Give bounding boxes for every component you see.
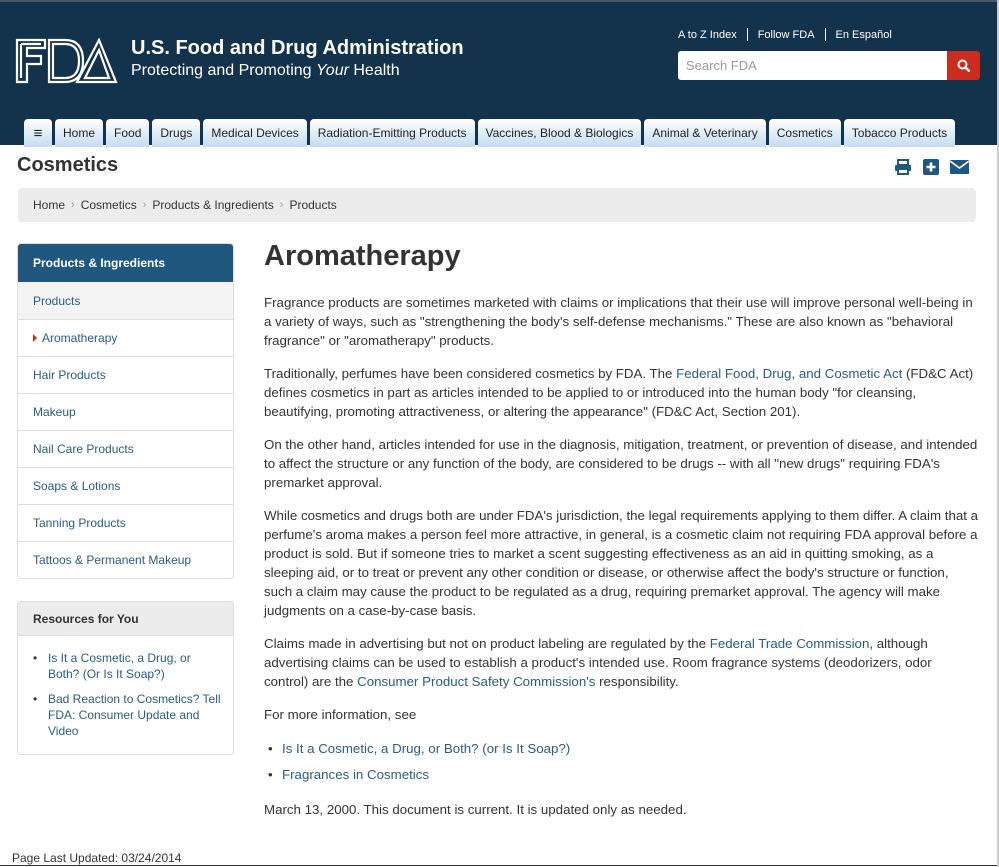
tab-food[interactable]: Food (106, 119, 149, 147)
more-link-fragrances[interactable]: Fragrances in Cosmetics (282, 767, 430, 782)
resources-panel (17, 601, 234, 755)
tab-radiation-emitting-products[interactable]: Radiation-Emitting Products (310, 119, 475, 147)
site-tagline (131, 62, 400, 80)
site-header (0, 0, 999, 145)
paragraph-4: While cosmetics and drugs both are under FDA's jurisdiction, the legal requirements applying to them differ. A claim that a perfume's aroma makes a person feel more attractive, in general, is a cosmetic claim not requiring FDA approval before a product is sold. But if someone tries to market a scent suggesting effectiveness as an aid in quitting smoking, as a sleeping aid, or to treat or prevent any other condition or disease, or otherwise affect the body's structure or function, such a claim may cause the product to be regulated as a drug, requiring premarket approval. The agency will make judgments on a case-by-case basis. (264, 508, 979, 618)
paragraph-2 (264, 364, 979, 421)
tagline-emphasis: Your (316, 62, 349, 79)
follow-fda-link[interactable]: Follow FDA (757, 28, 815, 41)
page-last-updated: Page Last Updated: 03/24/2014 (12, 851, 182, 865)
divider (747, 28, 748, 41)
utility-links (678, 28, 892, 41)
fdc-act-link[interactable]: Federal Food, Drug, and Cosmetic Act (676, 366, 903, 381)
email-icon[interactable] (949, 158, 969, 176)
tagline-text: Protecting and Promoting (131, 62, 316, 79)
search-input[interactable] (678, 51, 948, 80)
tab-vaccines-blood-biologics[interactable]: Vaccines, Blood & Biologics (478, 119, 642, 147)
tab-tobacco-products[interactable]: Tobacco Products (844, 119, 955, 147)
text: (FD&C Act) defines cosmetics in part as articles intended to be applied to or introduced into the human body "for cleansing, beautifying, promoting attractiveness, or altering the appearance" (FD&C Act, Section 201). (264, 366, 974, 419)
tagline-text-end: Health (348, 62, 400, 79)
text: Claims made in advertising but not on product labeling are regulated by the (264, 636, 710, 651)
sidenav-heading[interactable]: Products & Ingredients (18, 244, 233, 282)
tab-medical-devices[interactable]: Medical Devices (203, 119, 306, 147)
plus-share-icon[interactable] (921, 158, 941, 176)
breadcrumb-products-ingredients[interactable]: Products & Ingredients (152, 198, 274, 212)
sidenav-item-makeup[interactable]: Makeup (18, 393, 233, 430)
tab-drugs[interactable]: Drugs (152, 119, 200, 147)
ftc-link[interactable]: Federal Trade Commission (709, 636, 870, 651)
divider (825, 28, 826, 41)
side-nav (17, 243, 234, 579)
sidenav-item-soaps-lotions[interactable]: Soaps & Lotions (18, 467, 233, 504)
print-icon[interactable] (893, 158, 913, 176)
resources-list (18, 636, 233, 739)
list-item (33, 650, 223, 682)
tab-animal-veterinary[interactable]: Animal & Veterinary (644, 119, 765, 147)
paragraph-3: On the other hand, articles intended for use in the diagnosis, mitigation, treatment, or prevention of disease, and intended to affect the structure or any function of the body, are considered to be drugs -- with all "new drugs" requiring FDA's premarket approval. (264, 437, 978, 490)
section-title: Cosmetics (17, 154, 119, 176)
list-item (268, 762, 979, 788)
list-item (268, 736, 979, 762)
divider (0, 865, 999, 866)
sidenav-item-tanning-products[interactable]: Tanning Products (18, 504, 233, 541)
page-tools (893, 158, 969, 176)
more-link-cosmetic-drug-both[interactable]: Is It a Cosmetic, a Drug, or Both? (or Is It Soap?) (282, 741, 571, 756)
text: , although advertising claims can be used to establish a product's intended use. Room fragrance systems (deodorizers, odor control) are the (264, 636, 932, 689)
resources-heading: Resources for You (18, 602, 233, 636)
en-espanol-link[interactable]: En Español (835, 28, 892, 41)
a-to-z-index-link[interactable]: A to Z Index (678, 28, 737, 41)
paragraph-5 (264, 634, 979, 691)
sidenav-item-hair-products[interactable]: Hair Products (18, 356, 233, 393)
fda-logo[interactable] (15, 38, 118, 84)
hamburger-icon: ≡ (33, 124, 43, 142)
breadcrumb-cosmetics[interactable]: Cosmetics (80, 198, 137, 212)
sidenav-item-products[interactable]: Products (18, 282, 233, 319)
tab-home[interactable]: Home (55, 119, 103, 147)
text: responsibility. (595, 674, 679, 689)
cpsc-link[interactable]: Consumer Product Safety Commission's (357, 674, 596, 689)
article-title: Aromatherapy (264, 240, 461, 272)
paragraph-1: Fragrance products are sometimes marketed with claims or implications that their use will improve personal well-being in a variety of ways, such as "strengthening the body's self-defense mechanisms." These are also known as "behavioral fragrance" or "aromatherapy" products. (264, 295, 973, 348)
sidenav-item-aromatherapy[interactable]: Aromatherapy (18, 319, 233, 356)
search-icon (957, 59, 970, 72)
list-item (33, 691, 223, 739)
chevron-right-icon: › (279, 199, 284, 211)
tab-cosmetics[interactable]: Cosmetics (769, 119, 841, 147)
chevron-right-icon: › (71, 199, 75, 211)
more-info-list (268, 736, 979, 788)
main-nav (24, 119, 958, 147)
text: Traditionally, perfumes have been considered cosmetics by FDA. The (264, 366, 677, 381)
site-title[interactable]: U.S. Food and Drug Administration (131, 37, 464, 59)
sidenav-item-tattoos-permanent-makeup[interactable]: Tattoos & Permanent Makeup (18, 541, 233, 578)
search-button[interactable] (947, 51, 980, 80)
breadcrumb (18, 188, 976, 222)
resource-link-bad-reaction[interactable]: Bad Reaction to Cosmetics? Tell FDA: Consumer Update and Video (48, 692, 221, 738)
resource-link-cosmetic-drug-both[interactable]: Is It a Cosmetic, a Drug, or Both? (Or Is It Soap?) (48, 651, 191, 681)
breadcrumb-products[interactable]: Products (289, 198, 337, 212)
sidenav-item-nail-care-products[interactable]: Nail Care Products (18, 430, 233, 467)
menu-button[interactable] (24, 119, 52, 147)
breadcrumb-home[interactable]: Home (33, 198, 66, 212)
more-info-text: For more information, see (264, 707, 417, 722)
chevron-right-icon: › (142, 199, 147, 211)
article (264, 240, 979, 833)
date-note: March 13, 2000. This document is current. It is updated only as needed. (264, 802, 687, 817)
